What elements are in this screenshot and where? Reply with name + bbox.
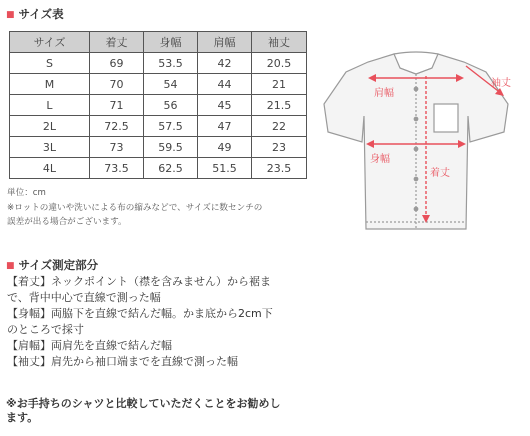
table-cell: 23.5 xyxy=(252,158,307,179)
column-header-shoulder: 肩幅 xyxy=(198,32,252,53)
table-cell: 71 xyxy=(90,95,144,116)
column-header-size: サイズ xyxy=(10,32,90,53)
measurement-line-length-cont: で、背中中心で直線で測った幅 xyxy=(7,291,161,304)
table-cell: 69 xyxy=(90,53,144,74)
table-cell-size: 3L xyxy=(10,137,90,158)
lot-variance-note-line2: 誤差が出る場合がございます。 xyxy=(7,217,127,227)
comparison-advice-line2: ます。 xyxy=(6,411,39,424)
table-cell: 70 xyxy=(90,74,144,95)
size-table-header-row xyxy=(10,32,307,53)
sleeve-length-label: 袖丈 xyxy=(491,78,511,89)
table-row xyxy=(10,158,307,179)
table-cell: 72.5 xyxy=(90,116,144,137)
table-row xyxy=(10,116,307,137)
size-table-heading xyxy=(6,6,64,22)
square-bullet-icon: ■ xyxy=(6,10,15,20)
measurement-heading xyxy=(6,257,98,273)
table-cell: 45 xyxy=(198,95,252,116)
table-cell: 62.5 xyxy=(144,158,198,179)
measurement-title: サイズ測定部分 xyxy=(18,258,99,272)
size-table xyxy=(9,31,307,179)
table-cell: 53.5 xyxy=(144,53,198,74)
table-cell: 54 xyxy=(144,74,198,95)
table-cell-size: 4L xyxy=(10,158,90,179)
table-cell: 73.5 xyxy=(90,158,144,179)
table-cell: 23 xyxy=(252,137,307,158)
table-cell: 21 xyxy=(252,74,307,95)
table-cell: 59.5 xyxy=(144,137,198,158)
shirt-measurement-diagram xyxy=(306,44,526,239)
body-width-label: 身幅 xyxy=(370,154,390,165)
table-row xyxy=(10,95,307,116)
table-row xyxy=(10,53,307,74)
table-cell: 20.5 xyxy=(252,53,307,74)
table-cell: 44 xyxy=(198,74,252,95)
comparison-advice-line1: ※お手持ちのシャツと比較していただくことをお勧めし xyxy=(6,397,281,410)
measurement-line-shoulder: 【肩幅】両肩先を直線で結んだ幅 xyxy=(7,339,172,352)
total-length-label-top: 着丈 xyxy=(430,168,450,179)
table-cell: 73 xyxy=(90,137,144,158)
measurement-line-width-cont: のところで採寸 xyxy=(7,323,84,336)
table-cell: 21.5 xyxy=(252,95,307,116)
table-row xyxy=(10,137,307,158)
measurement-line-width: 【身幅】両脇下を直線で結んだ幅。かま底から2cm下 xyxy=(7,307,273,320)
column-header-sleeve: 袖丈 xyxy=(252,32,307,53)
table-cell: 42 xyxy=(198,53,252,74)
table-cell: 57.5 xyxy=(144,116,198,137)
table-row xyxy=(10,74,307,95)
table-cell: 47 xyxy=(198,116,252,137)
table-cell-size: S xyxy=(10,53,90,74)
size-table-title: サイズ表 xyxy=(18,7,64,21)
table-cell-size: 2L xyxy=(10,116,90,137)
shoulder-width-label: 肩幅 xyxy=(374,88,394,99)
column-header-length: 着丈 xyxy=(90,32,144,53)
table-cell: 51.5 xyxy=(198,158,252,179)
square-bullet-icon: ■ xyxy=(6,261,15,271)
table-cell: 56 xyxy=(144,95,198,116)
table-cell: 22 xyxy=(252,116,307,137)
lot-variance-note-line1: ※ロットの違いや洗いによる布の縮みなどで、サイズに数センチの xyxy=(7,203,263,213)
column-header-width: 身幅 xyxy=(144,32,198,53)
comparison-advice xyxy=(6,397,280,425)
table-cell-size: L xyxy=(10,95,90,116)
measurement-line-sleeve: 【袖丈】肩先から袖口端までを直線で測った幅 xyxy=(7,355,238,368)
table-cell-size: M xyxy=(10,74,90,95)
table-cell: 49 xyxy=(198,137,252,158)
unit-note: 単位：cm xyxy=(7,188,46,198)
measurement-line-length: 【着丈】ネックポイント（襟を含みません）から裾ま xyxy=(7,275,271,288)
